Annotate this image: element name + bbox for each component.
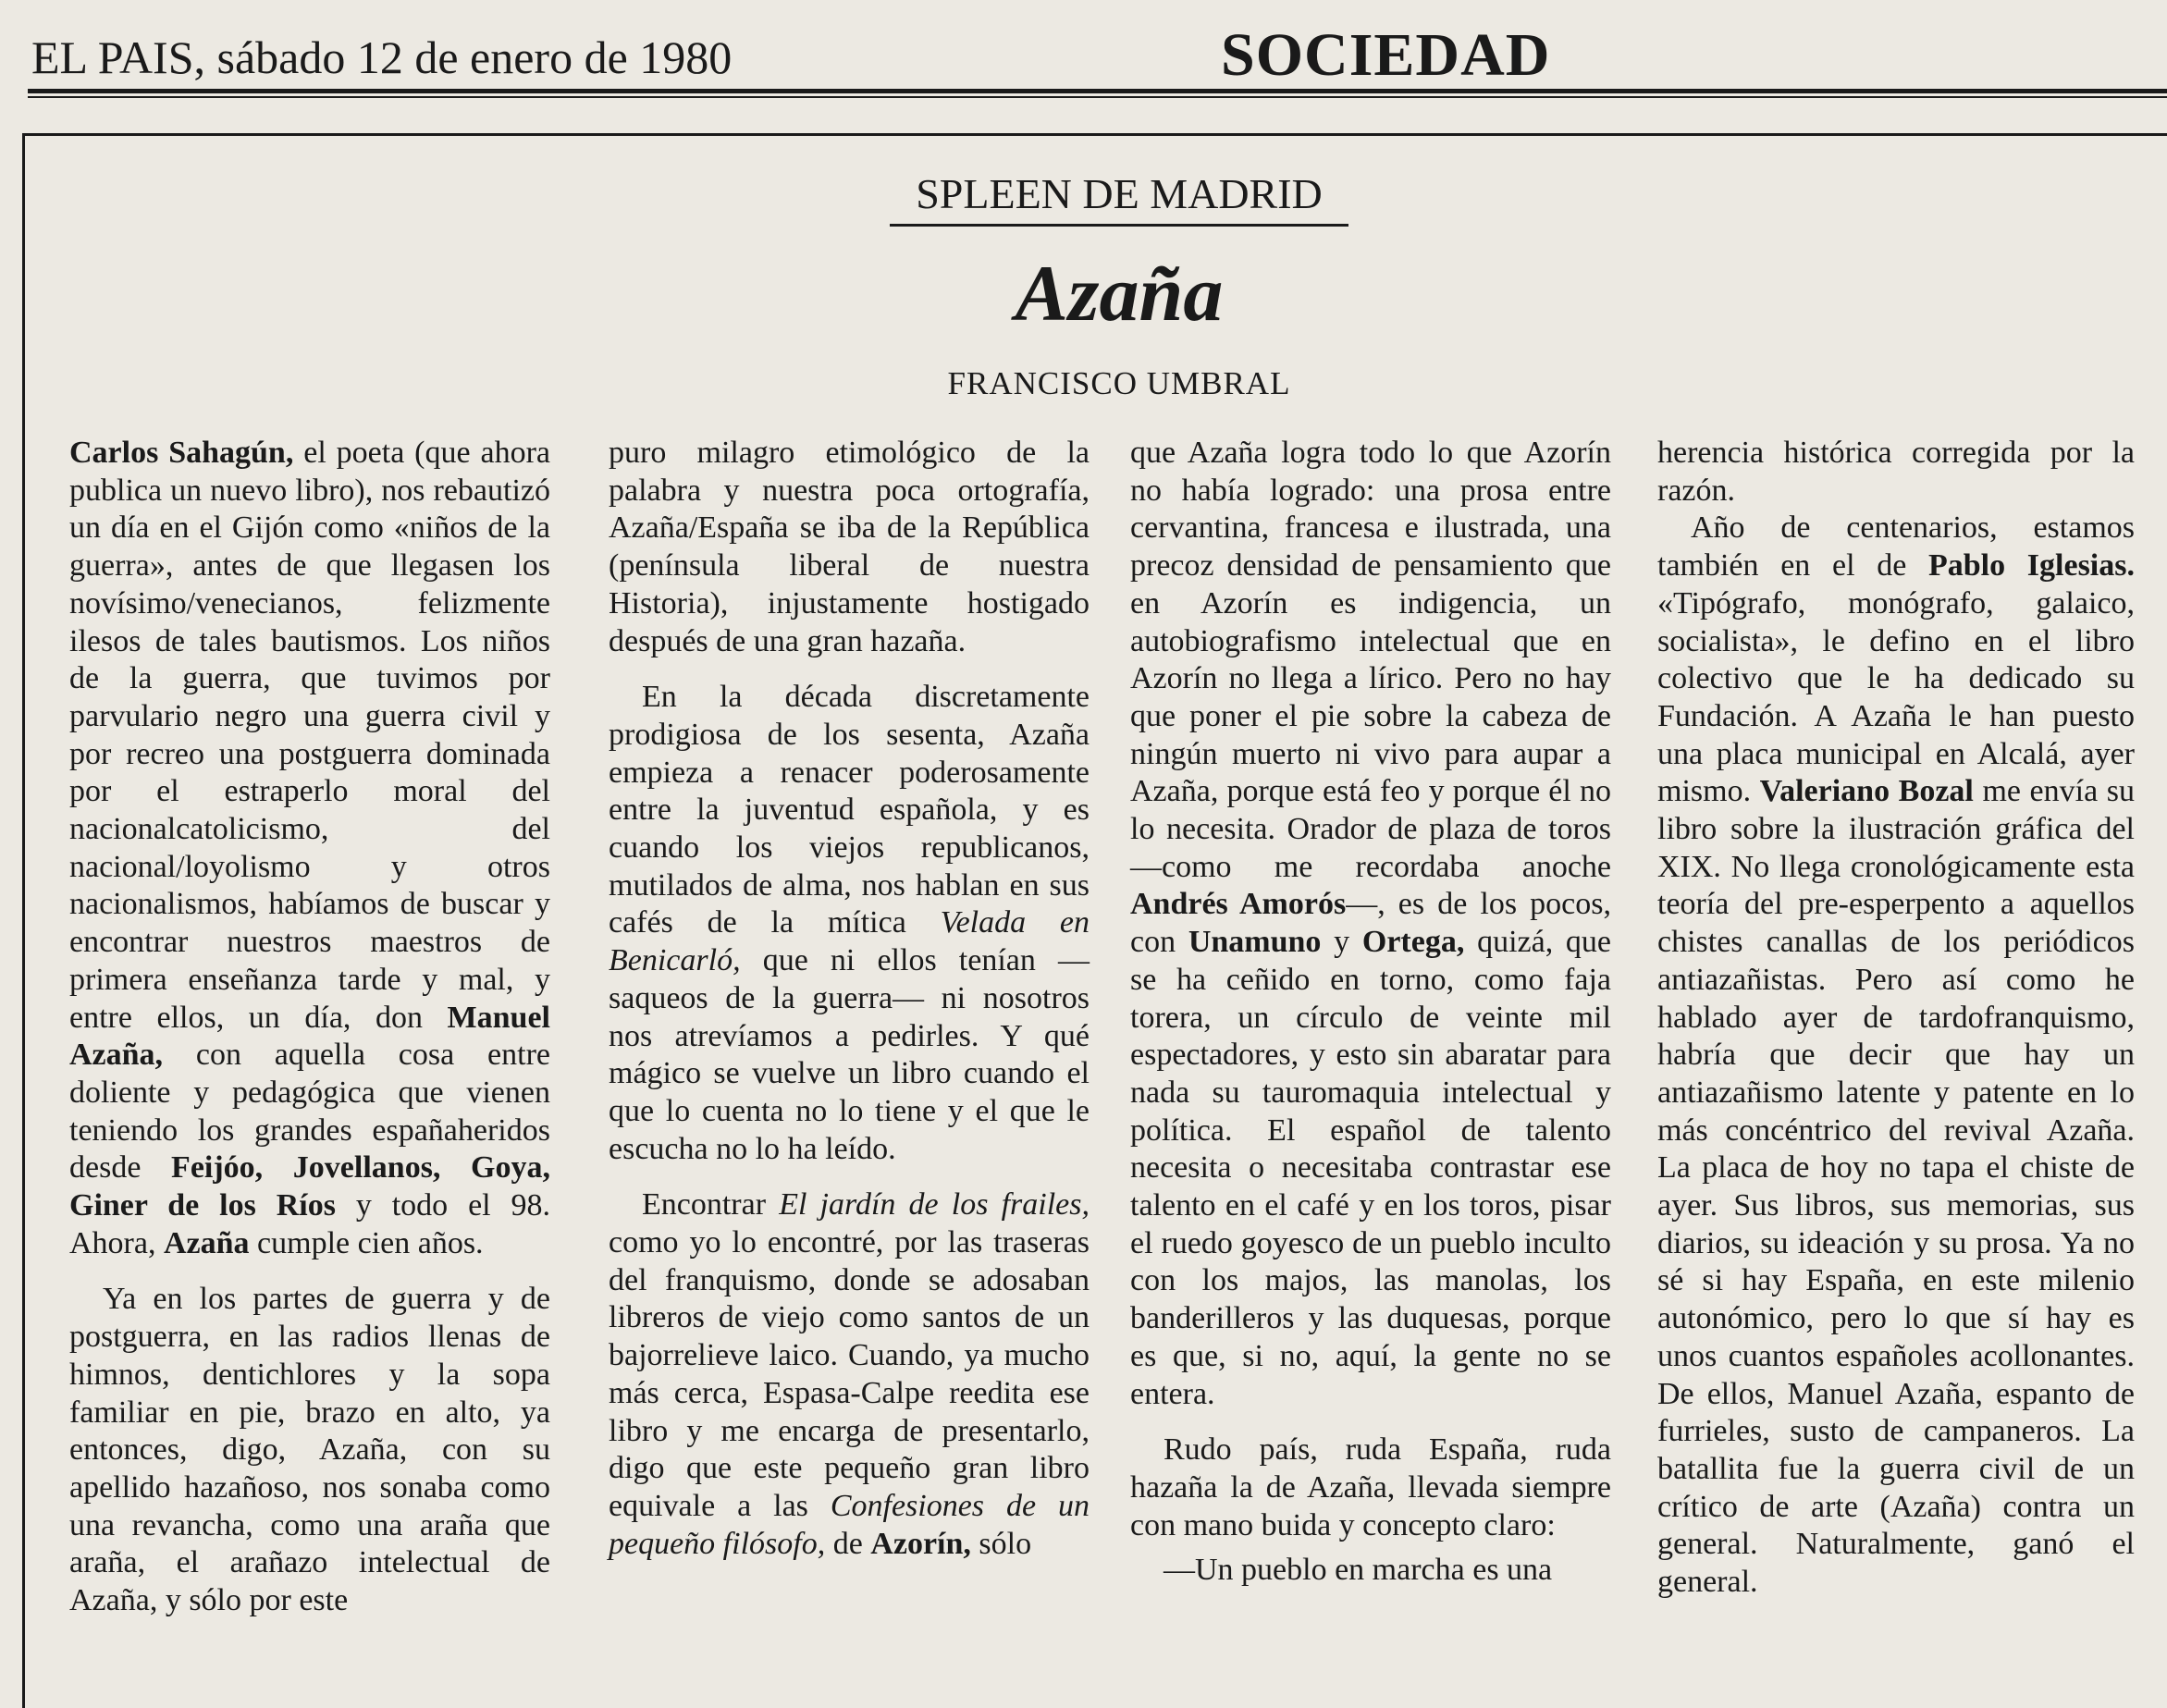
- paragraph: En la década discretamente prodigiosa de los sesenta, Azaña empieza a renacer poderosamente entre la juventud española, y es cuando los viejos republicanos, mutilados de alma, nos hablan en sus cafés de la mítica Velada en Benicarló, que ni ellos tenían —saqueos de la guerra— ni nosotros nos atrevíamos a pedirles. Y qué mágico se vuelve un libro cuando el que lo cuenta no lo tiene y el que le escucha no lo ha leído.: [609, 680, 1090, 1166]
- paragraph: Carlos Sahagún, el poeta (que ahora publica un nuevo libro), nos rebautizó un día en el Gijón como «niños de la guerra», antes de que llegasen los novísimo/venecianos, felizmente ilesos de tales bautismos. Los niños de la guerra, que tuvimos por parvulario negro una guerra civil y por recreo una postguerra dominada por el estraperlo moral del nacionalcatolicismo, del nacional/loyolismo y otros nacionalismos, habíamos de buscar y encontrar nuestros maestros de primera enseñanza tarde y mal, y entre ellos, un día, don Manuel Azaña, con aquella cosa entre doliente y pedagógica que vienen teniendo los grandes españaheridos desde Feijóo, Jovellanos, Goya, Giner de los Ríos y todo el 98. Ahora, Azaña cumple cien años.: [69, 436, 550, 1260]
- header-rule-thick: [28, 89, 2167, 93]
- paragraph: Encontrar El jardín de los frailes, como yo lo encontré, por las traseras del franquismo, donde se adosaban libreros de viejo como santos de un bajorrelieve laico. Cuando, ya mucho más cerca, Espasa-Calpe reedita ese libro y me encarga de presentarlo, digo que este pequeño gran libro equivale a las Confesiones de un pequeño filósofo, de Azorín, sólo: [609, 1187, 1090, 1561]
- article-column-3: [1130, 435, 1611, 1590]
- byline: FRANCISCO UMBRAL: [947, 365, 1291, 401]
- article-column-1: [69, 435, 550, 1620]
- paragraph: Rudo país, ruda España, ruda hazaña la de Azaña, llevada siempre con mano buida y concepto claro:: [1130, 1432, 1611, 1542]
- paragraph: puro milagro etimológico de la palabra y nuestra poca ortografía, Azaña/España se iba de la República (península liberal de nuestra Historia), injustamente hostigado después de una gran hazaña.: [609, 436, 1090, 658]
- paragraph: herencia histórica corregida por la razón.: [1657, 436, 2135, 508]
- paragraph: —Un pueblo en marcha es una: [1164, 1553, 1553, 1588]
- paragraph: que Azaña logra todo lo que Azorín no había logrado: una prosa entre cervantina, francesa e ilustrada, una precoz densidad de pensamiento que en Azorín es indigencia, un autobiografismo intelectual que en Azorín no llega a lírico. Pero no hay que poner el pie sobre la cabeza de ningún muerto ni vivo para aupar a Azaña, porque está feo y porque él no lo necesita. Orador de plaza de toros —como me recordaba anoche Andrés Amorós—, es de los pocos, con Unamuno y Ortega, quizá, que se ha ceñido en torno, como faja torera, un círculo de veinte mil espectadores, y esto sin abaratar para nada su tauromaquia intelectual y política. El español de talento necesita o necesitaba contrastar ese talento en el café y en los toros, pisar el ruedo goyesco de un pueblo inculto con los majos, las manolas, los banderilleros y las duquesas, porque es que, si no, aquí, la gente no se entera.: [1130, 436, 1612, 1411]
- page-header: [28, 17, 2167, 98]
- headline: Azaña: [1015, 249, 1224, 338]
- column-kicker: SPLEEN DE MADRID: [916, 170, 1323, 217]
- section-title: SOCIEDAD: [1221, 21, 1551, 89]
- article-column-4: [1657, 435, 2135, 1602]
- article-column-2: [609, 435, 1090, 1563]
- header-rule-thin: [28, 96, 2167, 98]
- paragraph: Ya en los partes de guerra y de postguerra, en las radios llenas de himnos, dentichlores y la sopa familiar en pie, brazo en alto, ya entonces, digo, Azaña, con su apellido hazañoso, nos sonaba como una revancha, como una araña que araña, el arañazo intelectual de Azaña, y sólo por este: [69, 1282, 550, 1618]
- paragraph: Año de centenarios, estamos también en el de Pablo Iglesias. «Tipógrafo, monógrafo, galaico, socialista», le defino en el libro colectivo que le ha dedicado su Fundación. A Azaña le han puesto una placa municipal en Alcalá, ayer mismo. Valeriano Bozal me envía su libro sobre la ilustración gráfica del XIX. No llega cronológicamente esta teoría del pre-esperpento a aquellos chistes canallas de los periódicos antiazañistas. Pero así como he hablado ayer de tardofranquismo, habría que decir que hay un antiazañismo latente y patente en lo más concéntrico del revival Azaña. La placa de hoy no tapa el chiste de ayer. Sus libros, sus memorias, sus diarios, su ideación y su prosa. Ya no sé si hay España, en este milenio autonómico, pero lo que sí hay es unos cuantos españoles acollonantes. De ellos, Manuel Azaña, espanto de furrieles, susto de campaneros. La batallita fue la guerra civil de un crítico de arte (Azaña) contra un general. Naturalmente, ganó el general.: [1657, 510, 2135, 1600]
- dateline: EL PAIS, sábado 12 de enero de 1980: [31, 31, 733, 83]
- kicker-underline: [890, 224, 1348, 227]
